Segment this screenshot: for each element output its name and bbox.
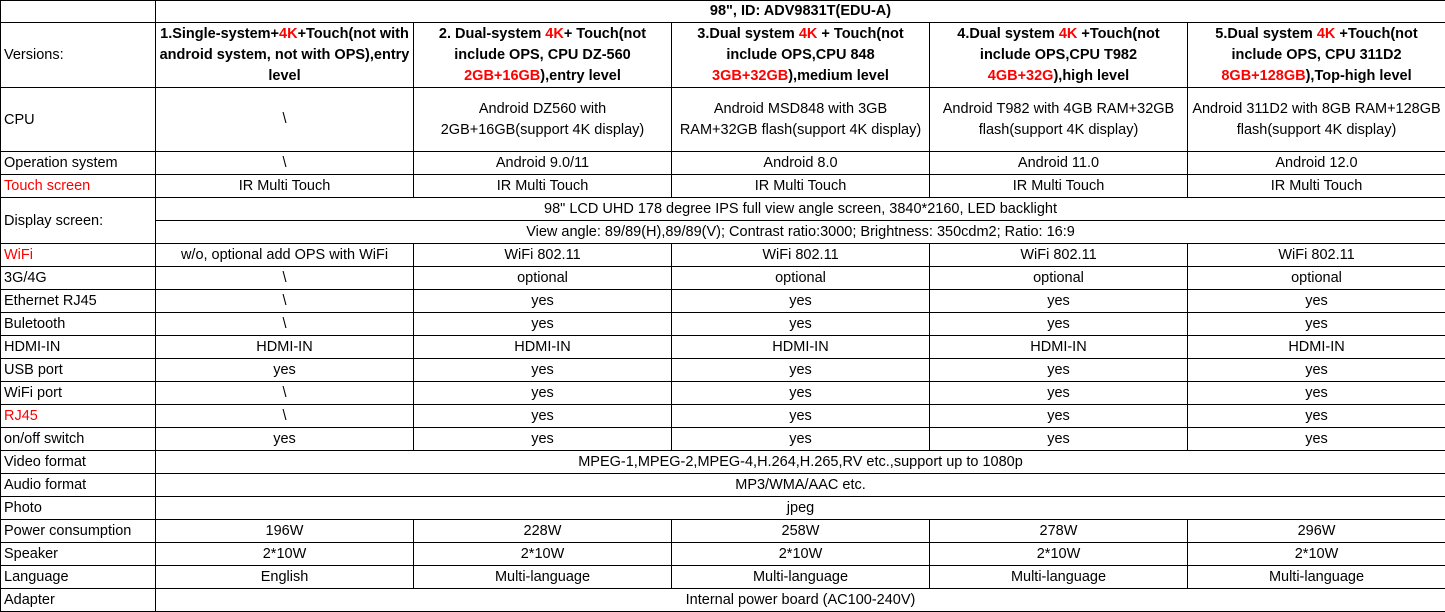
version-header-2: 2. Dual-system 4K+ Touch(not include OPS, CPU DZ-560 2GB+16GB),entry level — [414, 23, 672, 88]
table-cell: yes — [1188, 313, 1445, 336]
table-cell: 196W — [156, 520, 414, 543]
table-cell: yes — [930, 428, 1188, 451]
bluetooth-row — [1, 313, 1445, 336]
table-cell: Android 8.0 — [672, 152, 930, 175]
blank-corner-cell — [1, 1, 156, 23]
table-cell: yes — [156, 359, 414, 382]
table-cell: \ — [156, 267, 414, 290]
onoff-row — [1, 428, 1445, 451]
table-cell: optional — [672, 267, 930, 290]
table-cell: 278W — [930, 520, 1188, 543]
g34-row — [1, 267, 1445, 290]
table-cell: yes — [1188, 359, 1445, 382]
table-cell: w/o, optional add OPS with WiFi — [156, 244, 414, 267]
table-cell: Android 12.0 — [1188, 152, 1445, 175]
power-row — [1, 520, 1445, 543]
onoff-label: on/off switch — [1, 428, 156, 451]
table-cell: 2*10W — [414, 543, 672, 566]
table-cell: yes — [414, 382, 672, 405]
versions-label: Versions: — [1, 23, 156, 88]
table-cell: optional — [1188, 267, 1445, 290]
table-cell: \ — [156, 405, 414, 428]
table-cell: yes — [414, 405, 672, 428]
cpu-label: CPU — [1, 88, 156, 152]
ethernet-label: Ethernet RJ45 — [1, 290, 156, 313]
table-cell: Android T982 with 4GB RAM+32GB flash(support 4K display) — [930, 88, 1188, 152]
table-cell: 2*10W — [156, 543, 414, 566]
table-cell: yes — [930, 290, 1188, 313]
table-cell: 228W — [414, 520, 672, 543]
table-cell: \ — [156, 382, 414, 405]
table-cell: Android 9.0/11 — [414, 152, 672, 175]
adapter-row — [1, 589, 1445, 612]
table-cell: yes — [930, 382, 1188, 405]
version-header-3: 3.Dual system 4K + Touch(not include OPS,CPU 848 3GB+32GB),medium level — [672, 23, 930, 88]
touch-row — [1, 175, 1445, 198]
table-cell: IR Multi Touch — [1188, 175, 1445, 198]
audio-row — [1, 474, 1445, 497]
wifiport-row — [1, 382, 1445, 405]
table-cell: yes — [930, 405, 1188, 428]
table-cell: WiFi 802.11 — [930, 244, 1188, 267]
table-cell: yes — [1188, 382, 1445, 405]
table-cell: yes — [672, 405, 930, 428]
usb-label: USB port — [1, 359, 156, 382]
table-cell: \ — [156, 290, 414, 313]
table-cell: \ — [156, 152, 414, 175]
photo-label: Photo — [1, 497, 156, 520]
table-cell: yes — [672, 359, 930, 382]
display-line-2: View angle: 89/89(H),89/89(V); Contrast ratio:3000; Brightness: 350cdm2; Ratio: 16:9 — [156, 221, 1445, 244]
rj45-row — [1, 405, 1445, 428]
table-cell: yes — [414, 290, 672, 313]
display-row-2 — [1, 221, 1445, 244]
table-cell: WiFi 802.11 — [672, 244, 930, 267]
display-line-1: 98" LCD UHD 178 degree IPS full view angle screen, 3840*2160, LED backlight — [156, 198, 1445, 221]
table-cell: Android MSD848 with 3GB RAM+32GB flash(support 4K display) — [672, 88, 930, 152]
table-cell: optional — [930, 267, 1188, 290]
table-cell: Multi-language — [414, 566, 672, 589]
table-cell: optional — [414, 267, 672, 290]
table-cell: Multi-language — [1188, 566, 1445, 589]
rj45-label: RJ45 — [1, 405, 156, 428]
table-cell: yes — [672, 382, 930, 405]
table-cell: yes — [672, 313, 930, 336]
cpu-row — [1, 88, 1445, 152]
audio-value: MP3/WMA/AAC etc. — [156, 474, 1445, 497]
table-cell: Android 311D2 with 8GB RAM+128GB flash(support 4K display) — [1188, 88, 1445, 152]
wifiport-label: WiFi port — [1, 382, 156, 405]
version-header-1: 1.Single-system+4K+Touch(not with android system, not with OPS),entry level — [156, 23, 414, 88]
title-row — [1, 1, 1445, 23]
table-cell: HDMI-IN — [672, 336, 930, 359]
video-value: MPEG-1,MPEG-2,MPEG-4,H.264,H.265,RV etc.,support up to 1080p — [156, 451, 1445, 474]
table-cell: Multi-language — [672, 566, 930, 589]
wifi-label: WiFi — [1, 244, 156, 267]
audio-label: Audio format — [1, 474, 156, 497]
speaker-row — [1, 543, 1445, 566]
speaker-label: Speaker — [1, 543, 156, 566]
table-cell: WiFi 802.11 — [414, 244, 672, 267]
table-cell: \ — [156, 88, 414, 152]
table-cell: 296W — [1188, 520, 1445, 543]
photo-row — [1, 497, 1445, 520]
hdmi-label: HDMI-IN — [1, 336, 156, 359]
os-row — [1, 152, 1445, 175]
adapter-value: Internal power board (AC100-240V) — [156, 589, 1445, 612]
table-cell: 2*10W — [930, 543, 1188, 566]
bluetooth-label: Buletooth — [1, 313, 156, 336]
table-cell: IR Multi Touch — [930, 175, 1188, 198]
table-cell: 258W — [672, 520, 930, 543]
table-cell: yes — [156, 428, 414, 451]
version-header-4: 4.Dual system 4K +Touch(not include OPS,CPU T982 4GB+32G),high level — [930, 23, 1188, 88]
display-label: Display screen: — [1, 198, 156, 244]
table-cell: yes — [930, 313, 1188, 336]
photo-value: jpeg — [156, 497, 1445, 520]
table-cell: Multi-language — [930, 566, 1188, 589]
table-cell: 2*10W — [672, 543, 930, 566]
ethernet-row — [1, 290, 1445, 313]
table-cell: yes — [1188, 428, 1445, 451]
wifi-row — [1, 244, 1445, 267]
table-cell: yes — [414, 359, 672, 382]
table-cell: Android 11.0 — [930, 152, 1188, 175]
version-header-5: 5.Dual system 4K +Touch(not include OPS, CPU 311D2 8GB+128GB),Top-high level — [1188, 23, 1445, 88]
video-row — [1, 451, 1445, 474]
table-cell: yes — [414, 313, 672, 336]
table-cell: HDMI-IN — [156, 336, 414, 359]
language-row — [1, 566, 1445, 589]
hdmi-row — [1, 336, 1445, 359]
table-cell: yes — [1188, 405, 1445, 428]
os-label: Operation system — [1, 152, 156, 175]
table-cell: 2*10W — [1188, 543, 1445, 566]
table-cell: yes — [672, 290, 930, 313]
table-cell: yes — [414, 428, 672, 451]
versions-row — [1, 23, 1445, 88]
table-cell: yes — [672, 428, 930, 451]
touch-label: Touch screen — [1, 175, 156, 198]
table-cell: IR Multi Touch — [414, 175, 672, 198]
table-cell: HDMI-IN — [1188, 336, 1445, 359]
adapter-label: Adapter — [1, 589, 156, 612]
table-cell: WiFi 802.11 — [1188, 244, 1445, 267]
table-title: 98", ID: ADV9831T(EDU-A) — [156, 1, 1445, 23]
usb-row — [1, 359, 1445, 382]
g34-label: 3G/4G — [1, 267, 156, 290]
video-label: Video format — [1, 451, 156, 474]
table-cell: yes — [1188, 290, 1445, 313]
table-cell: Android DZ560 with 2GB+16GB(support 4K display) — [414, 88, 672, 152]
display-row-1 — [1, 198, 1445, 221]
table-cell: IR Multi Touch — [156, 175, 414, 198]
table-cell: \ — [156, 313, 414, 336]
table-cell: HDMI-IN — [930, 336, 1188, 359]
language-label: Language — [1, 566, 156, 589]
table-cell: HDMI-IN — [414, 336, 672, 359]
table-cell: yes — [930, 359, 1188, 382]
table-cell: IR Multi Touch — [672, 175, 930, 198]
table-cell: English — [156, 566, 414, 589]
power-label: Power consumption — [1, 520, 156, 543]
